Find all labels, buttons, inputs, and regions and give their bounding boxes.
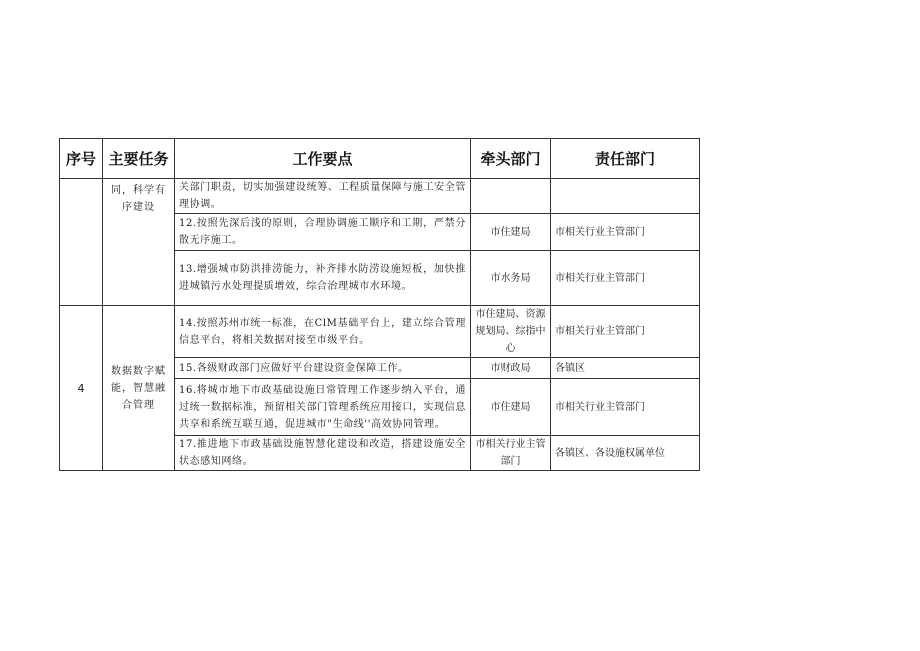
task-cell: 数据数字赋能，智慧融合管理 <box>103 306 175 471</box>
point-cell: 15.各级财政部门应做好平台建设资金保障工作。 <box>175 358 471 379</box>
point-cell: 12.按照先深后浅的原则，合理协调施工顺序和工期，严禁分散无序施工。 <box>175 214 471 251</box>
responsible-cell: 市相关行业主管部门 <box>551 379 700 436</box>
table-row <box>60 306 700 358</box>
point-cell: 16.将城市地下市政基础设施日常管理工作逐步纳入平台，通过统一数据标准，预留相关部门管理系统应用接口，实现信息共享和系统互联互通，促进城市"生命线''高效协同管理。 <box>175 379 471 436</box>
lead-cell: 市住建局、资源规划局、综指中心 <box>471 306 551 358</box>
responsible-cell <box>551 179 700 214</box>
task-table-container <box>59 138 699 471</box>
point-cell: 关部门职责，切实加强建设统筹、工程质量保障与施工安全管理协调。 <box>175 179 471 214</box>
index-cell: 4 <box>60 306 103 471</box>
task-table <box>59 138 700 471</box>
lead-cell: 市住建局 <box>471 214 551 251</box>
lead-cell <box>471 179 551 214</box>
lead-cell: 市水务局 <box>471 251 551 306</box>
lead-cell: 市住建局 <box>471 379 551 436</box>
responsible-cell: 市相关行业主管部门 <box>551 251 700 306</box>
responsible-cell: 市相关行业主管部门 <box>551 306 700 358</box>
header-task: 主要任务 <box>103 139 175 179</box>
responsible-cell: 各镇区、各设施权属单位 <box>551 436 700 471</box>
responsible-cell: 市相关行业主管部门 <box>551 214 700 251</box>
lead-cell: 市财政局 <box>471 358 551 379</box>
task-cell: 同，科学有序建设 <box>103 179 175 306</box>
responsible-cell: 各镇区 <box>551 358 700 379</box>
header-index: 序号 <box>60 139 103 179</box>
header-lead: 牵头部门 <box>471 139 551 179</box>
lead-cell: 市相关行业主管部门 <box>471 436 551 471</box>
header-row <box>60 139 700 179</box>
header-points: 工作要点 <box>175 139 471 179</box>
index-cell-empty <box>60 179 103 306</box>
point-cell: 13.增强城市防洪排涝能力，补齐排水防涝设施短板，加快推进城镇污水处理提质增效，综合治理城市水环境。 <box>175 251 471 306</box>
header-responsible: 责任部门 <box>551 139 700 179</box>
point-cell: 17.推进地下市政基础设施智慧化建设和改造，搭建设施安全状态感知网络。 <box>175 436 471 471</box>
table-row <box>60 179 700 214</box>
point-cell: 14.按照苏州市统一标准，在ClM基础平台上，建立综合管理信息平台，将相关数据对接至市级平台。 <box>175 306 471 358</box>
